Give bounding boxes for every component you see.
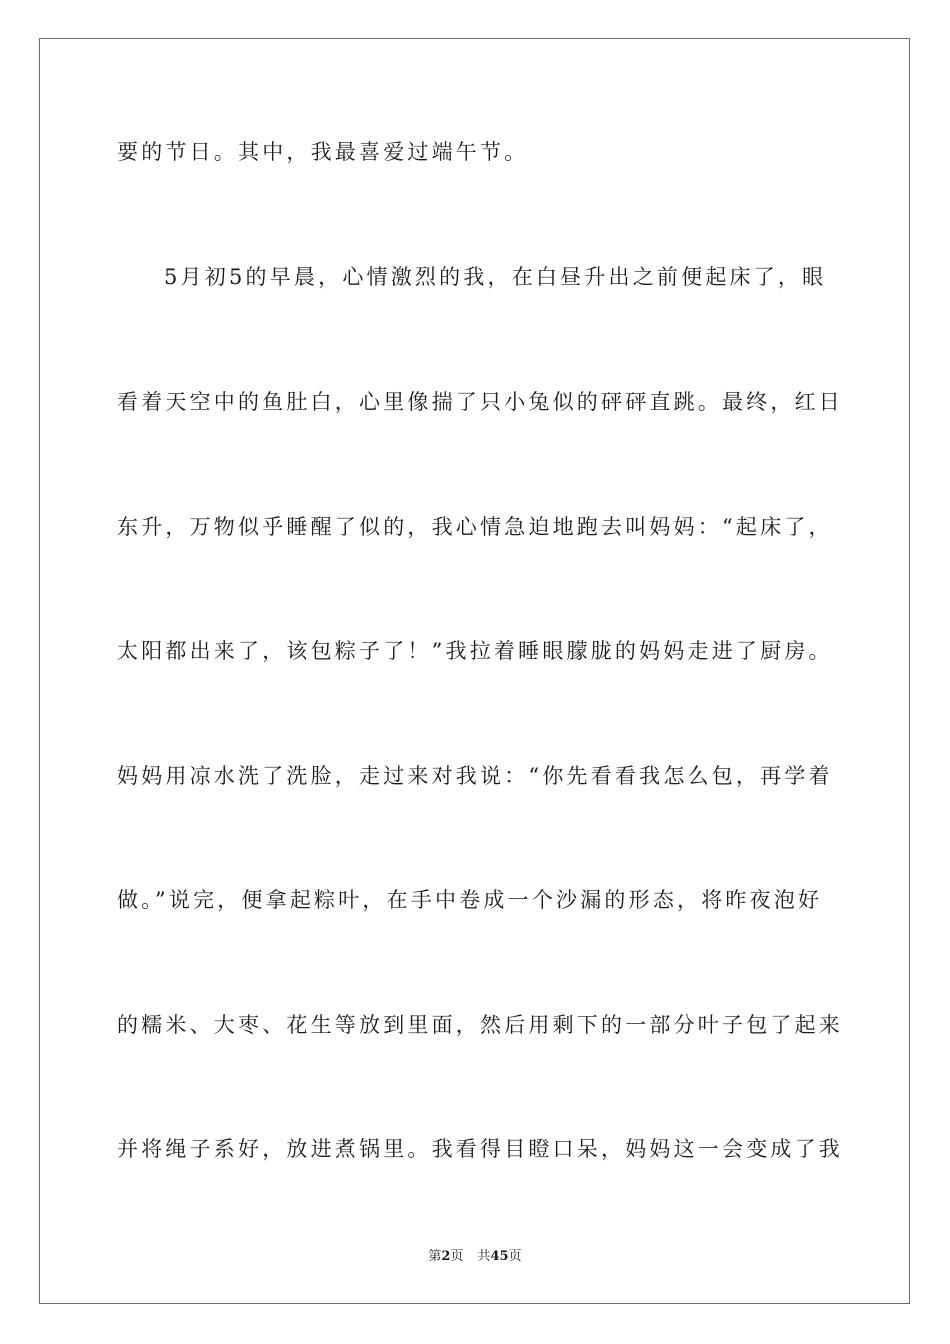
page-number: 2 [441,1249,451,1264]
text-line: 要的节日。其中，我最喜爱过端午节。 [117,140,529,164]
text-line: 5月初5的早晨，心情激烈的我，在白昼升出之前便起床了，眼 [164,265,827,289]
total-pages: 45 [490,1249,509,1264]
text-line: 并将绳子系好，放进煮锅里。我看得目瞪口呆，妈妈这一会变成了我 [117,1137,843,1161]
page-footer [0,1248,950,1266]
text-line: 太阳都出来了，该包粽子了！”我拉着睡眼朦胧的妈妈走进了厨房。 [117,639,833,663]
page-prefix: 第 [428,1249,442,1264]
total-suffix: 页 [508,1249,522,1264]
page-suffix: 页 [450,1249,464,1264]
page-border [39,38,910,1304]
text-line: 的糯米、大枣、花生等放到里面，然后用剩下的一部分叶子包了起来 [117,1013,843,1037]
text-line: 做。”说完，便拿起粽叶，在手中卷成一个沙漏的形态，将昨夜泡好 [117,888,823,912]
text-line: 妈妈用凉水洗了洗脸，走过来对我说：“你先看看我怎么包，再学着 [117,764,833,788]
total-prefix: 共 [477,1249,491,1264]
text-line: 看着天空中的鱼肚白，心里像揣了只小兔似的砰砰直跳。最终，红日 [117,390,843,414]
text-line: 东升，万物似乎睡醒了似的，我心情急迫地跑去叫妈妈：“起床了， [117,515,833,539]
